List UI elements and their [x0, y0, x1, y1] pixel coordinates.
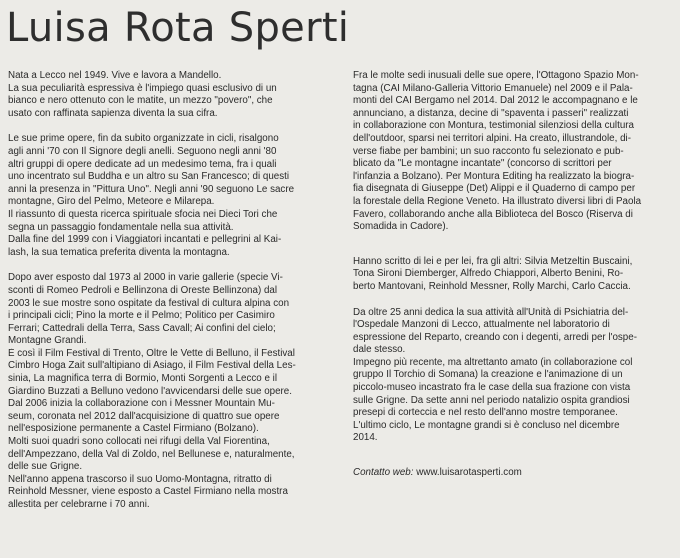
contact-label: Contatto web:	[353, 467, 414, 479]
text-line: 2003 le sue mostre sono ospitate da festival di cultura alpina con	[8, 297, 290, 309]
text-line: fia disegnata di Giuseppe (Det) Alippi e il Quaderno di campo per	[353, 183, 636, 195]
page-title: Luisa Rota Sperti	[6, 5, 350, 51]
text-line: nell'esposizione permanente a Castel Firmiano (Bolzano).	[8, 423, 259, 435]
text-line: Nell'anno appena trascorso il suo Uomo-Montagna, ritratto di	[8, 473, 272, 485]
text-line: piccolo-museo incastrato fra le case della sua frazione con vista	[353, 382, 631, 394]
text-line: blicato da "Le montagne incantate" (concorso di scrittori per	[353, 158, 612, 170]
text-line: verse fiabe per bambini; un suo racconto fu selezionato e pub-	[353, 145, 624, 157]
text-line: i principali cicli; Pino la morte e il Pelmo; Politico per Casimiro	[8, 310, 275, 322]
text-line: l'infanzia a Bolzano). Per Montura Editing ha realizzato la biogra-	[353, 170, 635, 182]
text-line: La sua peculiarità espressiva è l'impiego quasi esclusivo di un	[8, 82, 277, 94]
paragraph-psychiatry	[353, 307, 675, 446]
text-line: bianco e nero ottenuto con le matite, un mezzo "povero", che	[8, 95, 273, 107]
text-line: dell'outdoor, sparsi nei territori alpini. Ha creato, illustrandole, di-	[353, 132, 631, 144]
text-line: delle sue Grigne.	[8, 461, 83, 473]
text-line: tagna (CAI Milano-Galleria Vittorio Emanuele) nel 2009 e il Pala-	[353, 82, 633, 94]
text-line: Il riassunto di questa ricerca spirituale sfocia nei Dieci Tori che	[8, 208, 278, 220]
text-line: l'Ospedale Manzoni di Lecco, attualmente nel laboratorio di	[353, 319, 610, 331]
text-line: seum, coronata nel 2012 dall'acquisizione di quattro sue opere	[8, 410, 280, 422]
right-column	[353, 70, 675, 480]
text-line: monti del CAI Bergamo nel 2014. Dal 2012 le accompagnano e le	[353, 95, 638, 107]
paragraph-writers	[353, 256, 675, 294]
text-line: Ferrari; Cattedrali della Terra, Sass Cavall; Ai confini del cielo;	[8, 322, 276, 334]
text-line: Dalla fine del 1999 con i Viaggiatori incantati e pellegrini al Kai-	[8, 234, 282, 246]
text-line: segna un passaggio fondamentale nella sua attività.	[8, 221, 234, 233]
text-line: anni la presenza in "Pittura Uno". Negli anni '90 seguono Le sacre	[8, 183, 295, 195]
paragraph-early-works	[8, 133, 338, 259]
text-line: usato con raffinata sapienza diventa la sua cifra.	[8, 107, 218, 119]
paragraph-venues	[353, 70, 675, 234]
text-line: altri gruppi di opere dedicate ad un medesimo tema, fra i quali	[8, 158, 277, 170]
text-line: presepi di corteccia e nel resto dell'anno mostre temporanee.	[353, 407, 618, 419]
text-line: Le sue prime opere, fin da subito organizzate in cicli, risalgono	[8, 133, 279, 145]
text-line: sconti di Romeo Pedroli e Bellinzona di Oreste Bellinzona) dal	[8, 284, 278, 296]
text-line: espressione del Reparto, creando con i degenti, arredi per l'ospe-	[353, 331, 637, 343]
text-line: montagne, Giro del Pelmo, Meteore e Milarepa.	[8, 196, 215, 208]
text-line: Hanno scritto di lei e per lei, fra gli altri: Silvia Metzeltin Buscaini,	[353, 255, 633, 267]
text-line: L'ultimo ciclo, Le montagne grandi si è concluso nel dicembre	[353, 419, 620, 431]
text-line: sinia, La magnifica terra di Bormio, Monti Sorgenti a Lecco e il	[8, 373, 277, 385]
text-line: Giardino Buzzati a Belluno vedono l'avvicendarsi delle sue opere.	[8, 385, 292, 397]
left-column	[8, 70, 338, 512]
paragraph-intro	[8, 70, 338, 120]
text-line: Reinhold Messner, viene esposto a Castel Firmiano nella mostra	[8, 486, 288, 498]
text-line: Nata a Lecco nel 1949. Vive e lavora a Mandello.	[8, 70, 222, 81]
text-line: sulle Grigne. Da sette anni nel periodo natalizio ospita grandiosi	[353, 394, 630, 406]
contact-line	[353, 467, 675, 480]
text-line: Favero, collaborando anche alla Biblioteca del Bosco (Riserva di	[353, 208, 633, 220]
text-line: lash, la sua tematica preferita diventa la montagna.	[8, 246, 230, 258]
text-line: Tona Sironi Diemberger, Alfredo Chiappori, Alberto Benini, Ro-	[353, 268, 624, 280]
text-line: berto Mantovani, Reinhold Messner, Rolly Marchi, Carlo Caccia.	[353, 280, 631, 292]
text-line: dale stesso.	[353, 344, 406, 356]
text-line: Molti suoi quadri sono collocati nei rifugi della Val Fiorentina,	[8, 436, 270, 448]
text-line: Dal 2006 inizia la collaborazione con i Messner Mountain Mu-	[8, 398, 275, 410]
text-line: dell'Ampezzano, della Val di Zoldo, nel Bellunese e, naturalmente,	[8, 448, 295, 460]
text-line: Da oltre 25 anni dedica la sua attività all'Unità di Psichiatria del-	[353, 306, 629, 318]
text-line: È così il Film Festival di Trento, Oltre le Vette di Belluno, il Festival	[8, 347, 295, 359]
text-line: Fra le molte sedi inusuali delle sue opere, l'Ottagono Spazio Mon-	[353, 70, 639, 81]
text-line: Impegno più recente, ma altrettanto amato (in collaborazione col	[353, 356, 633, 368]
text-line: 2014.	[353, 432, 378, 444]
text-line: la forestale della Regione Veneto. Ha illustrato diversi libri di Paola	[353, 195, 642, 207]
text-line: Somadida in Cadore).	[353, 221, 449, 233]
text-line: agli anni '70 con Il Signore degli anelli. Seguono negli anni '80	[8, 145, 277, 157]
text-line: in collaborazione con Montura, testimonial silenziosi della cultura	[353, 120, 634, 132]
text-line: allestita per celebrarne i 70 anni.	[8, 499, 150, 510]
text-line: Cimbro Hoga Zait sull'altipiano di Asiago, il Film Festival della Les-	[8, 360, 296, 372]
text-line: gruppo Il Torchio di Somana) la creazione e l'animazione di un	[353, 369, 623, 381]
text-line: uno incentrato sul Buddha e un altro su San Francesco; di questi	[8, 171, 290, 183]
text-line: Dopo aver esposto dal 1973 al 2000 in varie gallerie (specie Vi-	[8, 272, 283, 284]
text-line: annunciano, a distanza, decine di "spaventa i passeri" realizzati	[353, 107, 629, 119]
contact-url-link[interactable]: www.luisarotasperti.com	[416, 467, 522, 479]
paragraph-exhibitions	[8, 272, 338, 511]
text-line: Montagne Grandi.	[8, 335, 87, 347]
